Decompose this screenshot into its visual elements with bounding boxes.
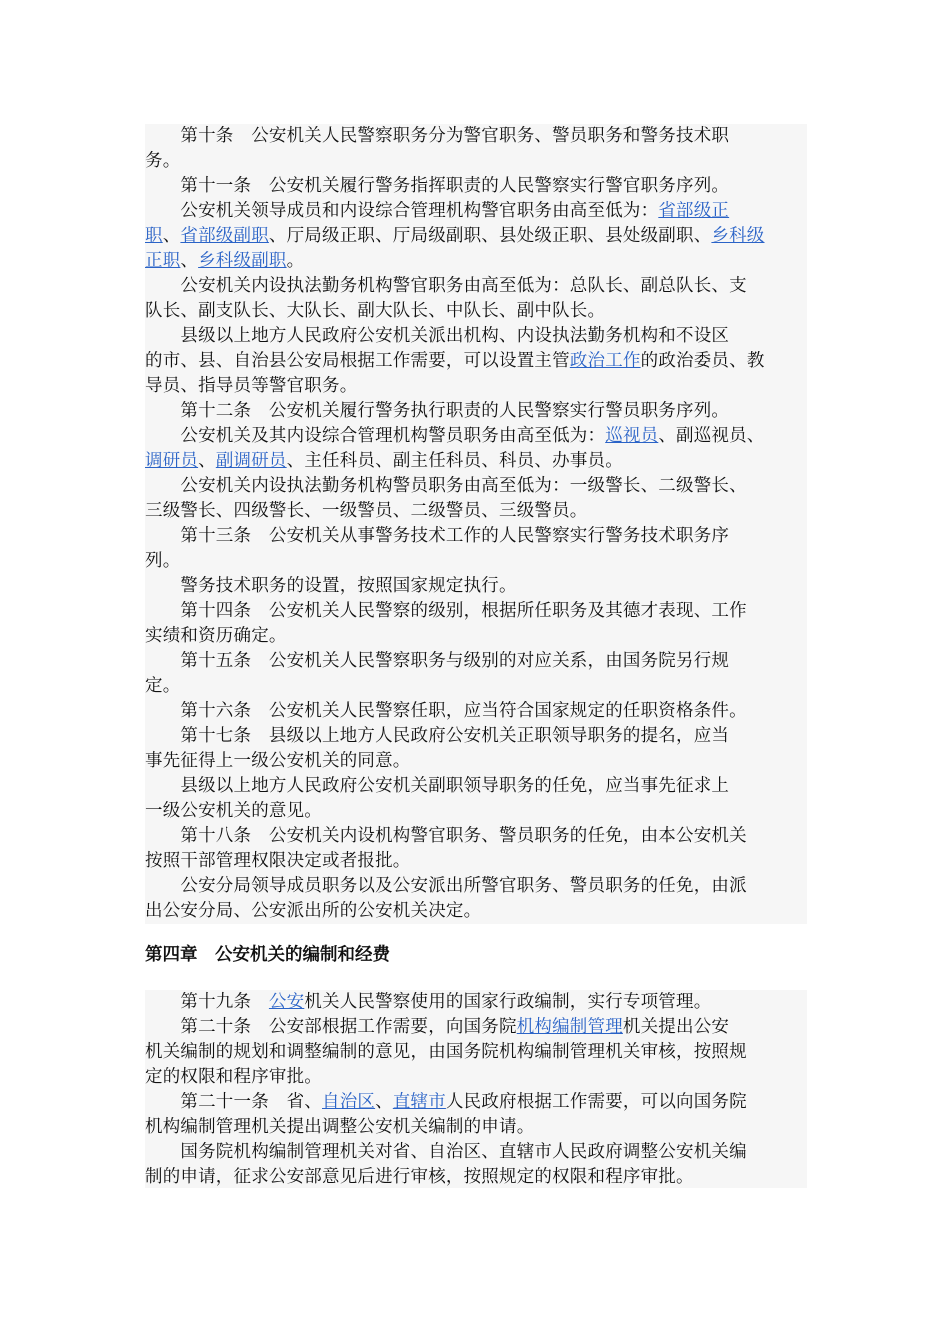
text-run: 、 xyxy=(162,226,181,246)
text-line xyxy=(145,524,807,549)
text-line xyxy=(145,990,807,1015)
text-line xyxy=(145,849,807,874)
text-line xyxy=(145,449,807,474)
text-line xyxy=(145,224,807,249)
text-line xyxy=(145,749,807,774)
text-run: 定。 xyxy=(145,676,181,696)
text-run: 导员、指导员等警官职务。 xyxy=(145,376,358,396)
text-line xyxy=(145,874,807,899)
text-line xyxy=(145,324,807,349)
text-run: 一级公安机关的意见。 xyxy=(145,801,322,821)
text-run: 机构编制管理机关提出调整公安机关编制的申请。 xyxy=(145,1117,535,1137)
hyperlink[interactable]: 自治区 xyxy=(322,1092,376,1112)
text-run: 第二十一条 省、 xyxy=(145,1092,322,1112)
text-line xyxy=(145,124,807,149)
hyperlink[interactable]: 直辖市 xyxy=(392,1092,446,1112)
text-run: 机关人民警察使用的国家行政编制，实行专项管理。 xyxy=(304,992,712,1012)
text-line xyxy=(145,674,807,699)
text-run: 第二十条 公安部根据工作需要，向国务院 xyxy=(145,1017,517,1037)
text-line xyxy=(145,299,807,324)
text-line xyxy=(145,1140,807,1165)
text-run: 第十六条 公安机关人民警察任职，应当符合国家规定的任职资格条件。 xyxy=(145,701,747,721)
hyperlink[interactable]: 正职 xyxy=(145,251,181,271)
text-run: 国务院机构编制管理机关对省、自治区、直辖市人民政府调整公安机关编 xyxy=(145,1142,747,1162)
hyperlink[interactable]: 乡科级副职 xyxy=(198,251,287,271)
text-run: 、 xyxy=(180,251,199,271)
text-line xyxy=(145,724,807,749)
text-line xyxy=(145,899,807,924)
text-run: 定的权限和程序审批。 xyxy=(145,1067,322,1087)
text-line xyxy=(145,474,807,499)
text-line xyxy=(145,149,807,174)
text-line xyxy=(145,1015,807,1040)
text-line xyxy=(145,774,807,799)
text-line xyxy=(145,549,807,574)
hyperlink[interactable]: 巡视员 xyxy=(605,426,659,446)
text-run: 、 xyxy=(375,1092,393,1112)
text-run: 务。 xyxy=(145,151,181,171)
text-run: 第十八条 公安机关内设机构警官职务、警员职务的任免，由本公安机关 xyxy=(145,826,747,846)
text-run: 列。 xyxy=(145,551,181,571)
text-run: 县级以上地方人民政府公安机关派出机构、内设执法勤务机构和不设区 xyxy=(145,326,730,346)
text-line xyxy=(145,349,807,374)
text-run: 的市、县、自治县公安局根据工作需要，可以设置主管 xyxy=(145,351,570,371)
text-run: 第十一条 公安机关履行警务指挥职责的人民警察实行警官职务序列。 xyxy=(145,176,730,196)
text-line xyxy=(145,274,807,299)
text-run: 三级警长、四级警长、一级警员、二级警员、三级警员。 xyxy=(145,501,588,521)
text-run: 、副巡视员、 xyxy=(658,426,765,446)
hyperlink[interactable]: 机构编制管理 xyxy=(516,1017,623,1037)
text-line xyxy=(145,374,807,399)
text-run: 第十三条 公安机关从事警务技术工作的人民警察实行警务技术职务序 xyxy=(145,526,730,546)
text-line xyxy=(145,624,807,649)
text-run: 机关编制的规划和调整编制的意见，由国务院机构编制管理机关审核，按照规 xyxy=(145,1042,747,1062)
text-run: 公安机关及其内设综合管理机构警员职务由高至低为： xyxy=(145,426,606,446)
text-run: 县级以上地方人民政府公安机关副职领导职务的任免，应当事先征求上 xyxy=(145,776,730,796)
hyperlink[interactable]: 省部级正 xyxy=(658,201,730,221)
text-run: 第十九条 xyxy=(145,992,269,1012)
text-line xyxy=(145,799,807,824)
chapter-heading: 第四章 公安机关的编制和经费 xyxy=(145,945,390,965)
hyperlink[interactable]: 职 xyxy=(145,226,163,246)
text-line xyxy=(145,1115,807,1140)
hyperlink[interactable]: 省部级副职 xyxy=(180,226,269,246)
text-line xyxy=(145,824,807,849)
text-run: 第十四条 公安机关人民警察的级别，根据所任职务及其德才表现、工作 xyxy=(145,601,747,621)
text-run: 公安机关内设执法勤务机构警员职务由高至低为：一级警长、二级警长、 xyxy=(145,476,747,496)
text-run: 制的申请，征求公安部意见后进行审核，按照规定的权限和程序审批。 xyxy=(145,1167,694,1187)
text-run: 公安机关内设执法勤务机构警官职务由高至低为：总队长、副总队长、支 xyxy=(145,276,747,296)
text-run: 。 xyxy=(286,251,305,271)
text-run: 队长、副支队长、大队长、副大队长、中队长、副中队长。 xyxy=(145,301,606,321)
hyperlink[interactable]: 调研员 xyxy=(145,451,199,471)
text-block-articles-19-21 xyxy=(145,990,807,1188)
text-run: 第十二条 公安机关履行警务执行职责的人民警察实行警员职务序列。 xyxy=(145,401,730,421)
text-run: 第十七条 县级以上地方人民政府公安机关正职领导职务的提名，应当 xyxy=(145,726,730,746)
text-run: 公安机关领导成员和内设综合管理机构警官职务由高至低为： xyxy=(145,201,659,221)
text-line xyxy=(145,1040,807,1065)
hyperlink[interactable]: 公安 xyxy=(268,992,305,1012)
text-line xyxy=(145,574,807,599)
text-line xyxy=(145,424,807,449)
text-run: 事先征得上一级公安机关的同意。 xyxy=(145,751,411,771)
text-run: 第十五条 公安机关人民警察职务与级别的对应关系，由国务院另行规 xyxy=(145,651,730,671)
text-line xyxy=(145,174,807,199)
text-block-articles-10-18 xyxy=(145,124,807,924)
text-run: 、 xyxy=(198,451,216,471)
text-line xyxy=(145,399,807,424)
text-run: 机关提出公安 xyxy=(622,1017,730,1037)
text-line xyxy=(145,199,807,224)
hyperlink[interactable]: 政治工作 xyxy=(569,351,641,371)
text-run: 的政治委员、教 xyxy=(640,351,765,371)
text-run: 、主任科员、副主任科员、科员、办事员。 xyxy=(286,451,623,471)
text-line xyxy=(145,649,807,674)
text-run: 公安分局领导成员职务以及公安派出所警官职务、警员职务的任免，由派 xyxy=(145,876,747,896)
text-run: 人民政府根据工作需要，可以向国务院 xyxy=(445,1092,747,1112)
text-line xyxy=(145,699,807,724)
text-line xyxy=(145,249,807,274)
text-run: 出公安分局、公安派出所的公安机关决定。 xyxy=(145,901,482,921)
text-line xyxy=(145,1065,807,1090)
text-line xyxy=(145,499,807,524)
text-run: 实绩和资历确定。 xyxy=(145,626,287,646)
text-run: 按照干部管理权限决定或者报批。 xyxy=(145,851,411,871)
text-line xyxy=(145,599,807,624)
text-run: 、厅局级正职、厅局级副职、县处级正职、县处级副职、 xyxy=(268,226,712,246)
text-line xyxy=(145,1090,807,1115)
text-run: 第十条 公安机关人民警察职务分为警官职务、警员职务和警务技术职 xyxy=(145,126,730,146)
hyperlink[interactable]: 乡科级 xyxy=(711,226,765,246)
text-run: 警务技术职务的设置，按照国家规定执行。 xyxy=(145,576,517,596)
text-line xyxy=(145,1165,807,1190)
hyperlink[interactable]: 副调研员 xyxy=(215,451,287,471)
